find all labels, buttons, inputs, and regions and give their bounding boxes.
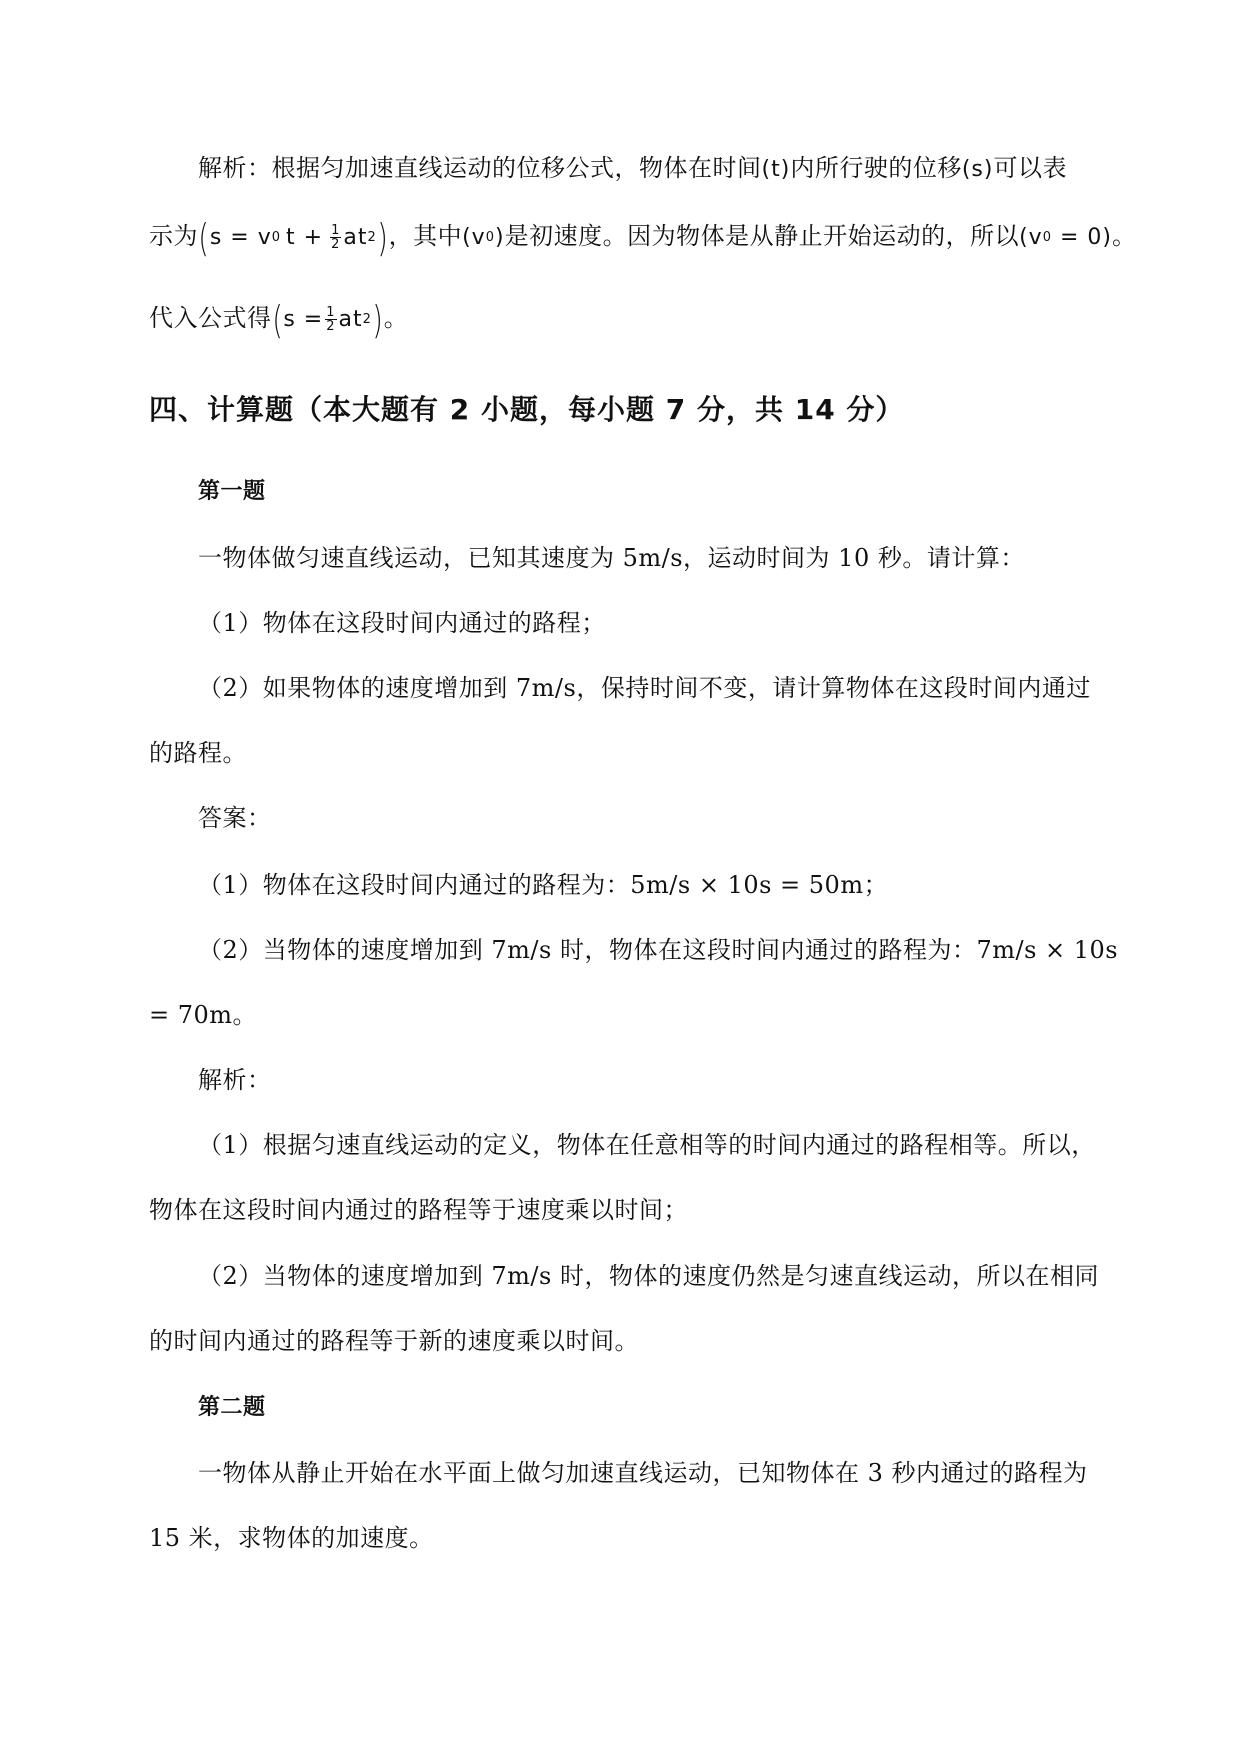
fraction-one-half: $\frac{1}{2}$: [326, 305, 336, 334]
analysis-line-3: 代入公式得 ( s = $\frac{1}{2}$ at 2 ) 。: [149, 297, 409, 342]
question-1-stem: 一物体做匀速直线运动，已知其速度为 5m/s，运动时间为 10 秒。请计算：: [198, 544, 1025, 572]
question-1-part-1: （1）物体在这段时间内通过的路程；: [198, 609, 606, 637]
analysis-text: 可以表: [993, 154, 1067, 182]
inline-formula-v0: ( v 0 ): [462, 224, 505, 250]
answer-1: （1）物体在这段时间内通过的路程为：5m/s × 10s = 50m；: [198, 871, 889, 899]
analysis-line-1: [198, 150, 1067, 188]
question-1-part-2: （2）如果物体的速度增加到 7m/s，保持时间不变，请计算物体在这段时间内通过: [198, 674, 1091, 702]
simplified-formula: ( s = $\frac{1}{2}$ at 2 ): [271, 297, 384, 342]
inline-formula-v0-zero: ( v 0 = 0 ): [1019, 224, 1112, 250]
question-1-title: 第一题: [198, 479, 266, 504]
analysis-label: 解析：: [198, 1066, 272, 1094]
analysis-2: （2）当物体的速度增加到 7m/s 时，物体的速度仍然是匀速直线运动，所以在相同: [198, 1262, 1099, 1290]
question-2-stem: 一物体从静止开始在水平面上做匀加速直线运动，已知物体在 3 秒内通过的路程为: [198, 1459, 1088, 1487]
analysis-2-cont: 的时间内通过的路程等于新的速度乘以时间。: [149, 1327, 639, 1355]
analysis-text: 解析：根据匀加速直线运动的位移公式，物体在时间: [198, 154, 762, 182]
analysis-1: （1）根据匀速直线运动的定义，物体在任意相等的时间内通过的路程相等。所以，: [198, 1131, 1096, 1159]
section-heading: 四、计算题（本大题有 2 小题，每小题 7 分，共 14 分）: [149, 393, 905, 426]
answer-2-cont: = 70m。: [149, 1001, 258, 1029]
inline-formula-t: ( t ): [761, 156, 791, 182]
question-2-title: 第二题: [198, 1395, 266, 1420]
fraction-one-half: $\frac{1}{2}$: [331, 223, 341, 252]
answer-label: 答案：: [198, 804, 272, 832]
analysis-1-cont: 物体在这段时间内通过的路程等于速度乘以时间；: [149, 1196, 688, 1224]
inline-formula-s: ( s ): [961, 156, 994, 182]
analysis-text: 内所行驶的位移: [790, 154, 962, 182]
question-2-stem-cont: 15 米，求物体的加速度。: [149, 1524, 434, 1552]
displacement-formula: ( s = v 0 t + $\frac{1}{2}$ at 2 ): [198, 215, 389, 260]
answer-2: （2）当物体的速度增加到 7m/s 时，物体在这段时间内通过的路程为：7m/s × 10s: [198, 936, 1119, 964]
question-1-part-2-cont: 的路程。: [149, 739, 247, 767]
analysis-line-2: 示为 ( s = v 0 t + $\frac{1}{2}$ at 2 ) ，其中 ( v 0 ) 是初速度。因为物体是从静止开始运动的，所以 ( v 0 = 0 ) 。: [149, 215, 1137, 260]
